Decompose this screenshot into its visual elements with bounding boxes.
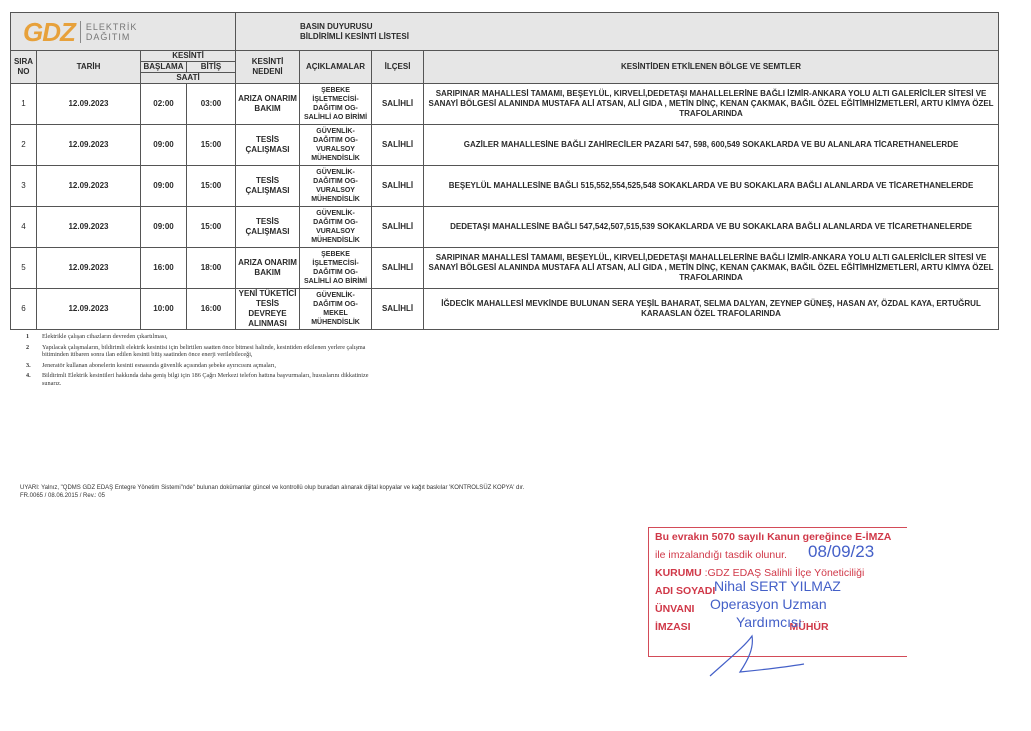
- cell-start: 02:00: [141, 84, 187, 125]
- col-kesinti: KESİNTİ: [141, 51, 236, 62]
- cell-end: 15:00: [187, 125, 236, 166]
- cell-no: 6: [11, 289, 37, 330]
- note-text: Bildirimli Elektrik kesintileri hakkında daha geniş bilgi için 186 Çağrı Merkezi telefon hattına başvurmaları, hususlarını dikkatinize sunarız.: [42, 372, 369, 387]
- note-number: 4.: [26, 372, 31, 380]
- note-item: [26, 344, 386, 359]
- cell-no: 4: [11, 207, 37, 248]
- col-ilce: İLÇESİ: [372, 51, 424, 84]
- document-title: [236, 13, 999, 51]
- note-item: [26, 333, 386, 341]
- cell-end: 03:00: [187, 84, 236, 125]
- cell-areas: SARIPINAR MAHALLESİ TAMAMI, BEŞEYLÜL, KIRVELİ,DEDETAŞI MAHALLELERİNE BAĞLI İZMİR-ANKARA YOLU ALTI GALERİCİLER SİTESİ VE SANAYİ BÖLGESİ ALANINDA MUSTAFA ALİ ATSAN, ALİ GIDA , METİN DİNÇ, KENAN ÇAKMAK, BAĞIL ÖZEL EĞİTİMHİZMETLERİ, ARTU KİMYA ÖZEL TRAFOLARINDA: [424, 248, 999, 289]
- table-row: [11, 125, 999, 166]
- handwritten-name: Nihal SERT YILMAZ: [714, 578, 841, 594]
- cell-areas: DEDETAŞI MAHALLESİNE BAĞLI 547,542,507,515,539 SOKAKLARDA VE BU SOKAKLARA BAĞLI ALANLARDA VE TİCARETHANELERDE: [424, 207, 999, 248]
- stamp-kurumu-label: KURUMU: [655, 567, 702, 579]
- col-bolge: KESİNTİDEN ETKİLENEN BÖLGE VE SEMTLER: [424, 51, 999, 84]
- cell-date: 12.09.2023: [37, 166, 141, 207]
- cell-start: 16:00: [141, 248, 187, 289]
- col-baslama: BAŞLAMA: [141, 62, 187, 73]
- col-saati: SAATİ: [141, 73, 236, 84]
- cell-reason: ARIZA ONARIM BAKIM: [236, 248, 300, 289]
- cell-description: ŞEBEKE İŞLETMECİSİ-DAĞITIM OG-SALİHLİ AO BİRİMİ: [300, 84, 372, 125]
- cell-description: GÜVENLİK-DAĞITIM OG-MEKEL MÜHENDİSLİK: [300, 289, 372, 330]
- table-row: [11, 289, 999, 330]
- note-number: 1: [26, 333, 30, 340]
- note-item: [26, 372, 386, 387]
- table-row: [11, 207, 999, 248]
- col-aciklama: AÇIKLAMALAR: [300, 51, 372, 84]
- cell-no: 5: [11, 248, 37, 289]
- col-neden: KESİNTİ NEDENİ: [236, 51, 300, 84]
- stamp-kurumu-value: :GDZ EDAŞ Salihli İlçe Yöneticiliği: [704, 567, 865, 579]
- cell-description: GÜVENLİK-DAĞITIM OG-VURALSOY MÜHENDİSLİK: [300, 166, 372, 207]
- cell-district: SALİHLİ: [372, 248, 424, 289]
- cell-no: 3: [11, 166, 37, 207]
- cell-start: 09:00: [141, 207, 187, 248]
- cell-reason: YENİ TÜKETİCİ TESİS DEVREYE ALINMASI: [236, 289, 300, 330]
- cell-end: 18:00: [187, 248, 236, 289]
- col-bitis: BİTİŞ: [187, 62, 236, 73]
- note-number: 2: [26, 343, 30, 351]
- handwritten-title: Operasyon Uzman: [710, 596, 827, 612]
- cell-end: 15:00: [187, 166, 236, 207]
- logo-divider: [80, 21, 81, 43]
- cell-reason: ARIZA ONARIM BAKIM: [236, 84, 300, 125]
- col-sira: SIRA NO: [11, 51, 37, 84]
- stamp-muhur: MÜHÜR: [789, 621, 829, 633]
- cell-start: 09:00: [141, 125, 187, 166]
- cell-district: SALİHLİ: [372, 125, 424, 166]
- notes-list: [26, 333, 386, 391]
- logo-cell: [11, 13, 236, 51]
- title-line-2: BİLDİRİMLİ KESİNTİ LİSTESİ: [300, 31, 409, 41]
- cell-reason: TESİS ÇALIŞMASI: [236, 166, 300, 207]
- cell-date: 12.09.2023: [37, 125, 141, 166]
- cell-end: 16:00: [187, 289, 236, 330]
- col-tarih: TARİH: [37, 51, 141, 84]
- cell-date: 12.09.2023: [37, 207, 141, 248]
- table-row: [11, 166, 999, 207]
- cell-start: 10:00: [141, 289, 187, 330]
- cell-end: 15:00: [187, 207, 236, 248]
- cell-areas: İĞDECİK MAHALLESİ MEVKİNDE BULUNAN SERA YEŞİL BAHARAT, SELMA DALYAN, ZEYNEP GÜNEŞ, HASAN AY, ÖZDAL KAYA, ERTUĞRUL KARAASLAN ÖZEL TRAFOLARINDA: [424, 289, 999, 330]
- cell-areas: SARIPINAR MAHALLESİ TAMAMI, BEŞEYLÜL, KIRVELİ,DEDETAŞI MAHALLELERİNE BAĞLI İZMİR-ANKARA YOLU ALTI GALERİCİLER SİTESİ VE SANAYİ BÖLGESİ ALANINDA MUSTAFA ALİ ATSAN, ALİ GIDA , METİN DİNÇ, KENAN ÇAKMAK, BAĞIL ÖZEL EĞİTİMHİZMETLERİ, ARTU KİMYA ÖZEL TRAFOLARINDA: [424, 84, 999, 125]
- cell-district: SALİHLİ: [372, 84, 424, 125]
- document-sheet: [10, 12, 998, 330]
- cell-description: ŞEBEKE İŞLETMECİSİ-DAĞITIM OG-SALİHLİ AO BİRİMİ: [300, 248, 372, 289]
- logo-line-2: DAĞITIM: [85, 31, 131, 42]
- cell-areas: GAZİLER MAHALLESİNE BAĞLI ZAHİRECİLER PAZARI 547, 598, 600,549 SOKAKLARDA VE BU ALANLARA TİCARETHANELERDE: [424, 125, 999, 166]
- cell-district: SALİHLİ: [372, 289, 424, 330]
- form-code: FR.0065 / 08.06.2015 / Rev.: 05: [20, 493, 105, 499]
- stamp-line-1: Bu evrakın 5070 sayılı Kanun gereğince E-İMZA: [655, 531, 892, 543]
- title-line-1: BASIN DUYURUSU: [300, 21, 373, 31]
- signature-scribble: [700, 628, 810, 688]
- table-row: [11, 248, 999, 289]
- cell-reason: TESİS ÇALIŞMASI: [236, 125, 300, 166]
- stamp-adi-label: ADI SOYADI: [655, 585, 716, 597]
- warning-text: UYARI: Yalnız, "QDMS GDZ EDAŞ Entegre Yönetim Sistemi"nde" bulunan dokümanlar güncel ve kontrollü olup buradan alınarak dijital kopyalar ve kağıt baskılar 'KONTROLSÜZ KOPYA' dır.: [20, 485, 525, 491]
- cell-no: 1: [11, 84, 37, 125]
- note-text: Jeneratör kullanan abonelerin kesinti esnasında güvenlik açısından şebeke ayırıcısını açmaları,: [42, 361, 277, 369]
- cell-reason: TESİS ÇALIŞMASI: [236, 207, 300, 248]
- stamp-imzasi-label: İMZASI: [655, 621, 691, 633]
- table-row: [11, 84, 999, 125]
- company-logo: [23, 14, 233, 50]
- cell-date: 12.09.2023: [37, 289, 141, 330]
- handwritten-title-2: Yardımcısı: [736, 614, 802, 630]
- outage-table: [10, 12, 999, 330]
- handwritten-date: 08/09/23: [808, 542, 875, 561]
- cell-district: SALİHLİ: [372, 166, 424, 207]
- cell-description: GÜVENLİK-DAĞITIM OG-VURALSOY MÜHENDİSLİK: [300, 207, 372, 248]
- warning-footer: [20, 484, 524, 500]
- logo-mark: GDZ: [23, 16, 75, 47]
- cell-description: GÜVENLİK-DAĞITIM OG-VURALSOY MÜHENDİSLİK: [300, 125, 372, 166]
- stamp-line-2: ile imzalandığı tasdik olunur.: [655, 549, 787, 561]
- note-text: Elektrikle çalışan cihazların devreden çıkartılması,: [42, 333, 168, 340]
- note-text: Yapılacak çalışmaların, bildirimli elektrik kesintisi için belirtilen saatten önce bitmesi halinde, kesintiden etkilenen yerlere çalışma bitiminden itibaren sonra ilan edilen kesinti bitiş saatinden önce enerji verilebileceği,: [42, 343, 366, 359]
- cell-no: 2: [11, 125, 37, 166]
- note-number: 3.: [26, 361, 31, 369]
- cell-start: 09:00: [141, 166, 187, 207]
- cell-date: 12.09.2023: [37, 84, 141, 125]
- cell-district: SALİHLİ: [372, 207, 424, 248]
- note-item: [26, 362, 386, 370]
- cell-date: 12.09.2023: [37, 248, 141, 289]
- cell-areas: BEŞEYLÜL MAHALLESİNE BAĞLI 515,552,554,525,548 SOKAKLARDA VE BU SOKAKLARA BAĞLI ALANLARDA VE TİCARETHANELERDE: [424, 166, 999, 207]
- stamp-unvani-label: ÜNVANI: [655, 603, 695, 615]
- logo-line-1: ELEKTRİK: [85, 21, 138, 32]
